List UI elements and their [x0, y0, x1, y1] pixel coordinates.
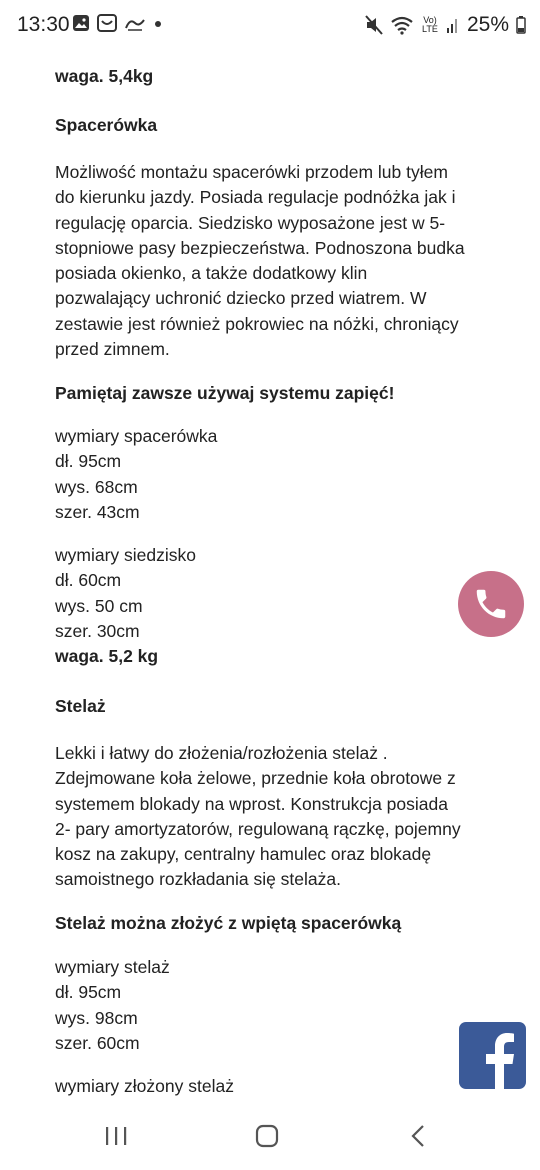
safety-note: Pamiętaj zawsze używaj systemu zapięć! — [55, 383, 395, 403]
fold-note: Stelaż można złożyć z wpiętą spacerówką — [55, 913, 402, 933]
dimensions-spacerowka: wymiary spacerówka dł. 95cm wys. 68cm szer. 43cm — [55, 426, 218, 522]
dimensions-stelaz: wymiary stelaż dł. 95cm wys. 98cm szer. 60cm — [55, 957, 170, 1053]
navigation-bar — [0, 1110, 540, 1170]
signal-icon — [446, 16, 460, 34]
recents-icon — [103, 1124, 129, 1148]
dimensions-siedzisko: wymiary siedzisko dł. 60cm wys. 50 cm szer. 30cm waga. 5,2 kg — [55, 543, 495, 669]
back-button[interactable] — [408, 1124, 430, 1153]
heading-stelaz: Stelaż — [55, 696, 106, 716]
home-button[interactable] — [254, 1124, 280, 1153]
home-icon — [254, 1124, 280, 1148]
weight-text: waga. 5,4kg — [55, 66, 154, 86]
status-bar — [0, 0, 540, 50]
recents-button[interactable] — [103, 1124, 129, 1153]
notification-icons — [72, 14, 163, 32]
status-time: 13:30 — [17, 13, 70, 36]
back-icon — [408, 1124, 430, 1148]
volte-label: Vo) LTE — [422, 15, 438, 34]
status-right — [365, 13, 526, 37]
battery-percent: 25% — [466, 13, 509, 36]
battery-icon — [516, 16, 526, 34]
more-notifications-dot-icon — [153, 14, 163, 32]
app-notification-icon — [124, 14, 146, 32]
facebook-icon — [459, 1022, 526, 1089]
mute-icon — [365, 15, 383, 35]
paragraph-stelaz: Lekki i łatwy do złożenia/rozłożenia stelaż . Zdejmowane koła żelowe, przednie koła obrotowe z systemem blokady na wprost. Konstrukcja posiada 2- pary amortyzatorów, regulowaną rączkę, pojemny kosz na zakupy, centralny hamulec oraz blokadę samoistnego rozkładania się stelaża. — [55, 743, 461, 890]
wifi-icon — [390, 15, 414, 35]
heading-spacerowka: Spacerówka — [55, 115, 158, 135]
phone-icon — [472, 585, 510, 623]
facebook-button[interactable] — [459, 1022, 526, 1089]
call-button[interactable] — [458, 571, 524, 637]
paragraph-spacerowka: Możliwość montażu spacerówki przodem lub tyłem do kierunku jazdy. Posiada regulacje podnóżka jak i regulację oparcia. Siedzisko wyposażone jest w 5- stopniowe pasy bezpieczeństwa. Podnoszona budka posiada okienko, a także dodatkowy klin pozwalający uchronić dziecko przed wiatrem. W zestawie jest również pokrowiec na nóżki, chroniący przed zimnem. — [55, 162, 465, 360]
dimensions-folded: wymiary złożony stelaż — [55, 1076, 234, 1096]
weight-siedzisko: waga. 5,2 kg — [55, 646, 159, 667]
gallery-notification-icon — [72, 14, 90, 32]
messenger-notification-icon — [97, 14, 117, 32]
